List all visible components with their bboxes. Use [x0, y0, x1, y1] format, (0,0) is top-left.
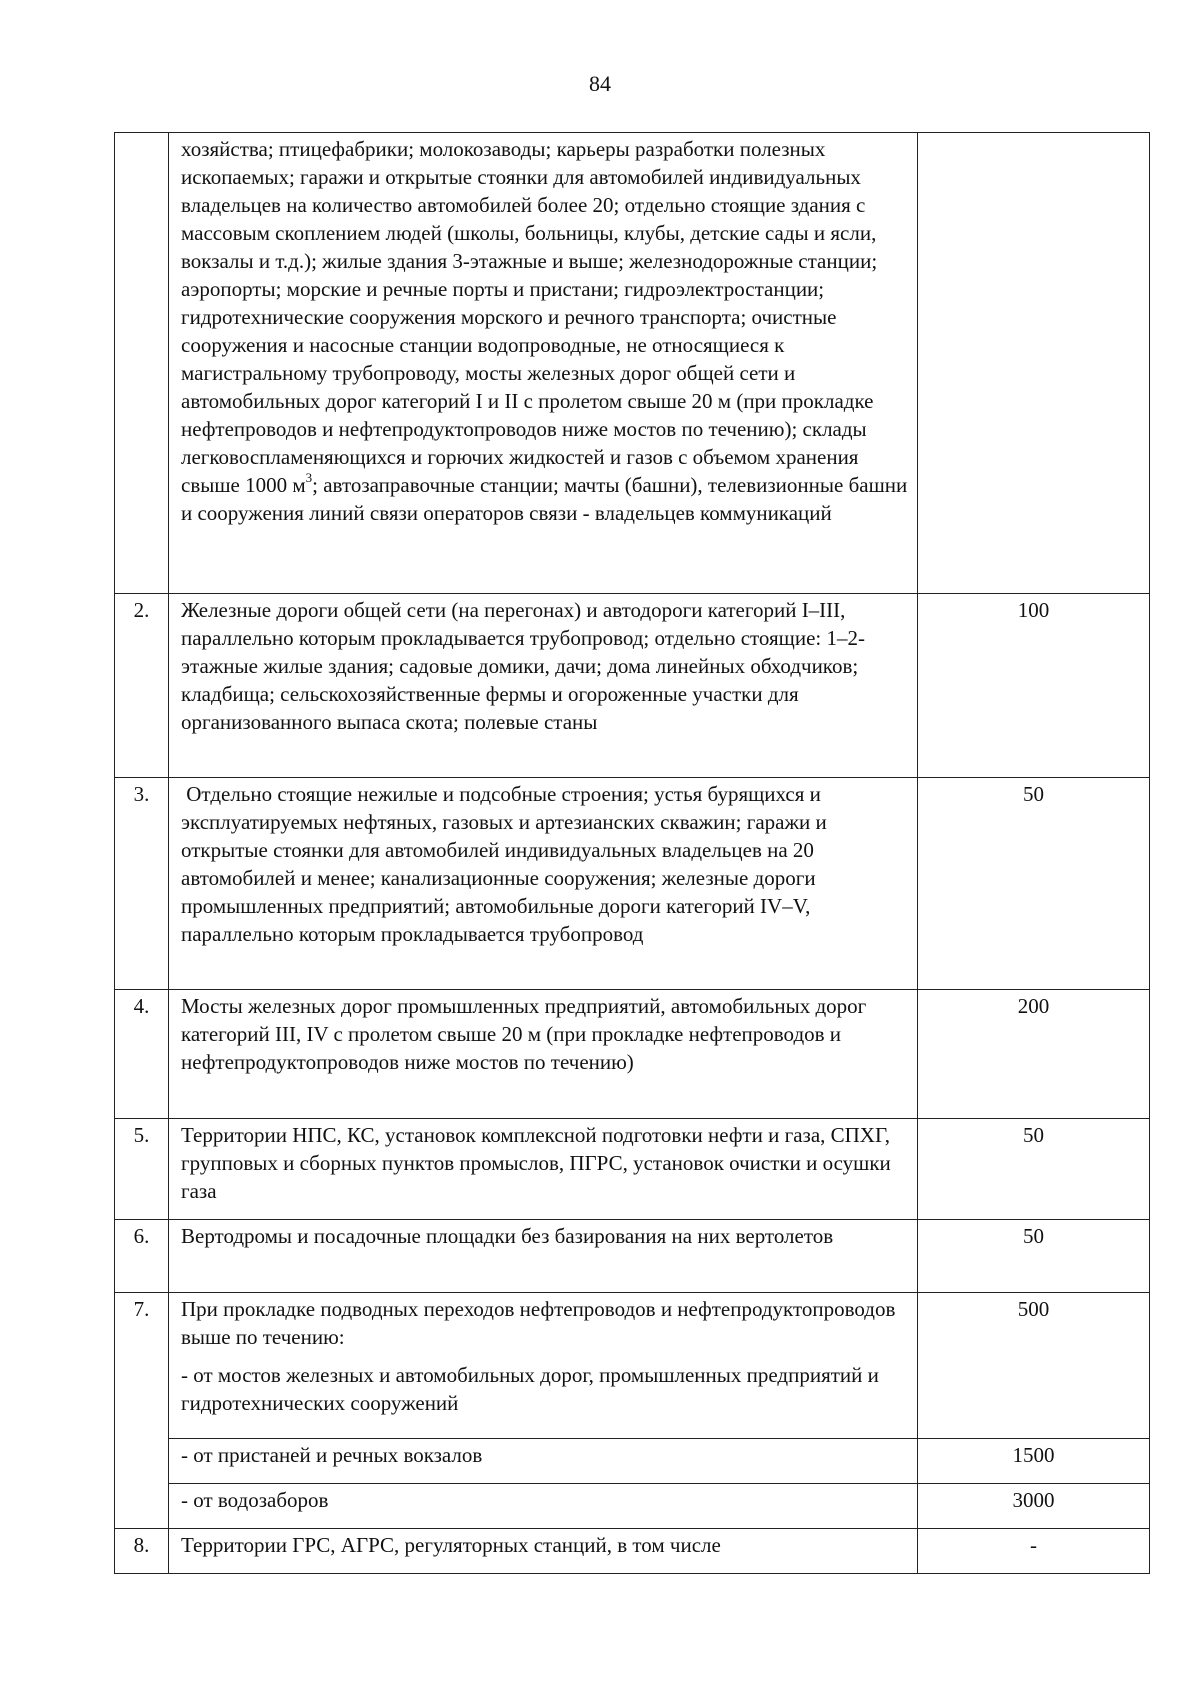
row-value-cell — [918, 778, 1150, 990]
subrow-value-cell — [918, 1484, 1150, 1529]
row-number-cell — [115, 1220, 169, 1293]
row-number-cell — [115, 1529, 169, 1574]
row-description-cell — [169, 990, 918, 1119]
row-description — [181, 1295, 909, 1417]
row-description-cell — [169, 1293, 918, 1439]
row-description-item: - от мостов железных и автомобильных дорог, промышленных предприятий и гидротехнических сооружений — [181, 1363, 879, 1415]
subrow-description: - от водозаборов — [181, 1488, 329, 1512]
row-number-cell — [115, 133, 169, 594]
row-description-cell — [169, 1119, 918, 1220]
row-description-intro: При прокладке подводных переходов нефтепроводов и нефтепродуктопроводов выше по течению: — [181, 1297, 896, 1349]
row-value-cell — [918, 133, 1150, 594]
row-description-cell — [169, 594, 918, 778]
row-number: 4. — [133, 994, 150, 1018]
row-value-cell — [918, 1220, 1150, 1293]
row-number: 7. — [133, 1297, 150, 1321]
row-value: 500 — [1017, 1297, 1050, 1321]
subrow-value: 1500 — [1012, 1443, 1055, 1467]
subrow-description-cell — [169, 1439, 918, 1484]
row-value-cell — [918, 1119, 1150, 1220]
row-description: Территории НПС, КС, установок комплексной подготовки нефти и газа, СПХГ, групповых и сборных пунктов промыслов, ПГРС, установок очистки и осушки газа — [181, 1123, 891, 1203]
row-value: 50 — [1023, 782, 1044, 806]
row-description: Вертодромы и посадочные площадки без базирования на них вертолетов — [181, 1224, 834, 1248]
table-row — [115, 1529, 1150, 1574]
row-value-cell — [918, 1293, 1150, 1439]
row-value: - — [1030, 1533, 1037, 1557]
table-row — [115, 1119, 1150, 1220]
subrow-description-cell — [169, 1484, 918, 1529]
subrow-value-cell — [918, 1439, 1150, 1484]
subrow-value: 3000 — [1012, 1488, 1055, 1512]
subrow-description: - от пристаней и речных вокзалов — [181, 1443, 483, 1467]
table-row — [115, 1220, 1150, 1293]
row-value: 50 — [1023, 1224, 1044, 1248]
table-row — [115, 1293, 1150, 1439]
row-value: 100 — [1017, 598, 1050, 622]
row-value: 50 — [1023, 1123, 1044, 1147]
table-row — [115, 594, 1150, 778]
row-number-cell — [115, 778, 169, 990]
row-description-cell — [169, 1220, 918, 1293]
row-number: 6. — [133, 1224, 150, 1248]
row-description — [181, 135, 909, 527]
row-description: Мосты железных дорог промышленных предприятий, автомобильных дорог категорий III, IV с пролетом свыше 20 м (при прокладке нефтепроводов и нефтепродуктопроводов ниже мостов по течению) — [181, 994, 867, 1074]
row-number: 8. — [133, 1533, 150, 1557]
superscript-cubic: 3 — [305, 470, 313, 485]
page-number: 84 — [589, 71, 611, 96]
row-description: Железные дороги общей сети (на перегонах) и автодороги категорий I–III, параллельно которым прокладывается трубопровод; отдельно стоящие: 1–2-этажные жилые здания; садовые домики, дачи; дома линейных обходчиков; кладбища; сельскохозяйственные фермы и огороженные участки для организованного выпаса скота; полевые станы — [181, 598, 865, 734]
row-value-cell — [918, 1529, 1150, 1574]
table-subrow — [115, 1439, 1150, 1484]
row-number-cell — [115, 1119, 169, 1220]
row-description-tail: ; автозаправочные станции; мачты (башни), телевизионные башни и сооружения линий связи операторов связи - владельцев коммуникаций — [181, 473, 908, 525]
row-description-cell — [169, 778, 918, 990]
distance-norms-table — [114, 132, 1150, 1574]
row-value-cell — [918, 990, 1150, 1119]
row-number-cell — [115, 990, 169, 1119]
row-description: Отдельно стоящие нежилые и подсобные строения; устья бурящихся и эксплуатируемых нефтяных, газовых и артезианских скважин; гаражи и открытые стоянки для автомобилей индивидуальных владельцев на 20 автомобилей и менее; канализационные сооружения; железные дороги промышленных предприятий; автомобильные дороги категорий IV–V, параллельно которым прокладывается трубопровод — [181, 782, 832, 946]
table-row — [115, 778, 1150, 990]
row-value: 200 — [1017, 994, 1050, 1018]
table-row — [115, 133, 1150, 594]
row-number-cell — [115, 1293, 169, 1529]
table-row — [115, 990, 1150, 1119]
row-number: 5. — [133, 1123, 150, 1147]
table-subrow — [115, 1484, 1150, 1529]
row-number: 3. — [133, 782, 150, 806]
row-number: 2. — [133, 598, 150, 622]
row-description: Территории ГРС, АГРС, регуляторных станций, в том числе — [181, 1533, 721, 1557]
row-value-cell — [918, 594, 1150, 778]
row-number-cell — [115, 594, 169, 778]
row-description-cell — [169, 133, 918, 594]
row-description-cell — [169, 1529, 918, 1574]
row-description-main: хозяйства; птицефабрики; молокозаводы; карьеры разработки полезных ископаемых; гаражи и открытые стоянки для автомобилей индивидуальных владельцев на количество автомобилей более 20; отдельно стоящие здания с массовым скоплением людей (школы, больницы, клубы, детские сады и ясли, вокзалы и т.д.); жилые здания 3-этажные и выше; железнодорожные станции; аэропорты; морские и речные порты и пристани; гидроэлектростанции; гидротехнические сооружения морского и речного транспорта; очистные сооружения и насосные станции водопроводные, не относящиеся к магистральному трубопроводу, мосты железных дорог общей сети и автомобильных дорог категорий I и II с пролетом свыше 20 м (при прокладке нефтепроводов и нефтепродуктопроводов ниже мостов по течению); склады легковоспламеняющихся и горючих жидкостей и газов с объемом хранения свыше 1000 м — [181, 137, 878, 497]
